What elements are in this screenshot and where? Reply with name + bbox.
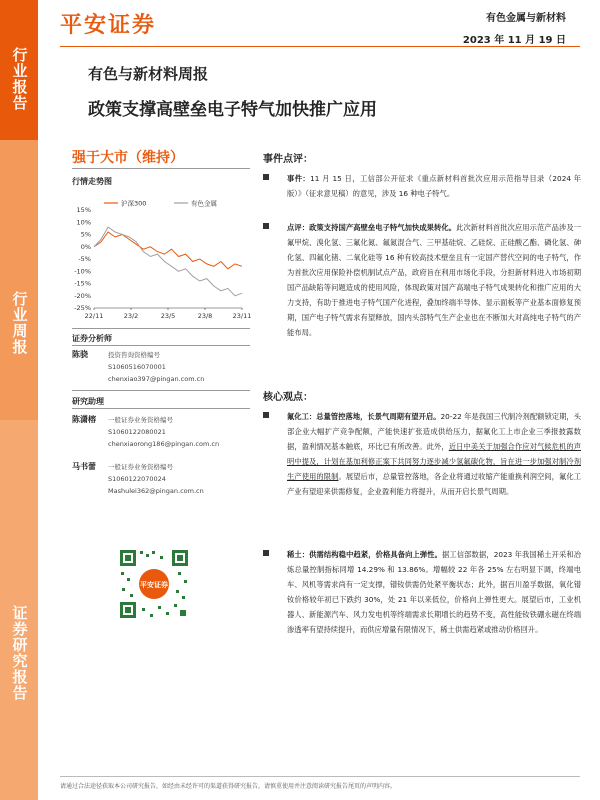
assistant-name: 陈潇榕 [72, 415, 96, 424]
assistant-name: 马书蕾 [72, 462, 96, 471]
x-tick-label: 22/11 [84, 312, 104, 320]
sidebar [0, 0, 38, 800]
core-views-heading: 核心观点： [263, 392, 313, 403]
series-line [94, 232, 242, 269]
bullet-icon [263, 412, 269, 418]
bullet-icon [263, 223, 269, 229]
events-heading: 事件点评： [263, 154, 313, 165]
event-paragraph: 事件：11 月 15 日，工信部公开征求《重点新材料首批次应用示范指导目录（2024 年版）》（征求意见稿）的意见，涉及 16 种电子特气。 [263, 171, 581, 201]
sidebar-block-weekly: 行业周报 [0, 140, 38, 420]
y-tick-label: -10% [74, 267, 91, 276]
bullet-icon [263, 550, 269, 556]
fluorine-paragraph: 氟化工：总量管控落地，长景气周期有望开启。20-22 年是我国三代制冷剂配额锁定期，头部企业大幅扩产竞争配额，产能快速扩张造成供给压力，据氟化工上市企业三季报披露数据，盈利情况基本触底，环比已有所改善。此外，近日中美关于加强合作应对气候危机的声明中提及，计划在基加利修正案下共同努力逐步减少氢氟碳化物，旨在进一步加强对制冷剂生产使用的限制。展望后市，总量管控落地，各企业将通过收缩产能重换利润空间，氟化工产业有望迎来供需修复，企业盈利能力将提升，从而开启长景气周期。 [263, 409, 581, 499]
y-tick-label: 10% [76, 218, 91, 227]
chart-divider [72, 328, 250, 329]
assistant-info: 一般证券业务资格编号 S1060122080021 chenxiaorong186@pingan.com.cn [108, 416, 220, 448]
footer-divider [60, 776, 580, 777]
qr-code-icon[interactable] [118, 548, 190, 620]
bullet-icon [263, 174, 269, 180]
company-logo: 平安证券 [60, 12, 157, 38]
y-tick-label: -25% [74, 304, 91, 312]
header-category: 有色金属与新材料 [486, 13, 566, 24]
rare-earth-paragraph: 稀土：供需结构稳中趋紧，价格具备向上弹性。据工信部数据，2023 年我国稀土开采和冶炼总量控制指标同增 14.29% 和 13.86%。增幅较 22 年各 25% 左右明显下调，终端电车、风机等需求尚有一定支撑，镨钕供需仍处紧平衡状态；此外，据百川盈孚数据，氧化镨钕价格较年初已下跌约 30%，处 21 年以来低位，价格向上弹性更大。展望后市，工业机器人、新能源汽车、风力发电机等终端需求长期增长的趋势不变，高性能钕铁硼永磁在终端渗透率有望持续提升，而供应增量有限情况下，稀土供需趋紧或推动价格回升。 [263, 547, 581, 637]
legend-label: 有色金属 [191, 199, 217, 208]
qr-label: 平安证券 [140, 581, 168, 589]
comment-paragraph: 点评：政策支持国产高壁垒电子特气加快成果转化。此次新材料首批次应用示范产品涉及一氟甲烷、溴化氢、三氟化氮、氟氮混合气、三甲基硅烷、乙硅烷、正硅酸乙酯、磷化氢、砷化氢、四氟化锗、二氧化硅等 16 种有较高技术壁垒且有一定国产替代空间的电子特气，作为首批次应用保险补偿机制试点产品，政府旨在利用市场化手段，分担新材料进入市场初期国产品缺陷等问题造成的使用风险，体现政策对国产高端电子特气成果转化和推广应用的大力支持，有助于推进电子特气国产化进程，叠加终端半导体、显示面板等产业基本面修复预期，国产电子特气需求有望释放，国内头部特气生产企业也在不断加大对高纯电子特气的产能布局。 [263, 220, 581, 340]
y-tick-label: 15% [76, 206, 91, 214]
x-tick-label: 23/11 [232, 312, 252, 320]
legend-label: 沪深300 [121, 199, 147, 208]
analyst-divider [72, 345, 250, 346]
analyst-section-label: 证券分析师 [72, 334, 112, 343]
rating-label: 强于大市（维持） [72, 150, 184, 166]
sidebar-block-research: 证券研究报告 [0, 420, 38, 800]
y-tick-label: -5% [78, 255, 91, 263]
report-main-title: 政策支撑高壁垒电子特气加快推广应用 [88, 100, 377, 120]
assistant-info: 一般证券业务资格编号 S1060122070024 Mashulei362@pingan.com.cn [108, 463, 204, 495]
y-tick-label: -20% [74, 291, 91, 300]
header-date: 2023 年 11 月 19 日 [462, 35, 566, 46]
market-trend-chart [62, 196, 252, 321]
chart-section-label: 行情走势图 [72, 177, 112, 186]
footer-disclaimer: 请通过合法途径获取本公司研究报告，如经由未经许可的渠道获得研究报告，请慎重使用并注意阅读研究报告尾页的声明内容。 [60, 783, 397, 790]
y-tick-label: -15% [74, 279, 91, 288]
report-series-title: 有色与新材料周报 [88, 65, 209, 83]
assistant-divider [72, 408, 250, 409]
rating-divider [72, 168, 250, 169]
x-tick-label: 23/8 [197, 312, 213, 320]
x-tick-label: 23/5 [160, 312, 176, 320]
y-tick-label: 0% [80, 242, 91, 251]
assistant-divider-top [72, 390, 250, 391]
assistant-section-label: 研究助理 [72, 397, 104, 406]
series-line [94, 227, 242, 296]
x-tick-label: 23/2 [123, 312, 139, 320]
sidebar-block-report-type: 行业报告 [0, 0, 38, 140]
y-tick-label: 5% [80, 230, 91, 239]
analyst-name: 陈骁 [72, 350, 88, 359]
analyst-info: 投资咨询资格编号 S1060516070001 chenxiao397@pingan.com.cn [108, 351, 205, 383]
header-divider [60, 46, 580, 47]
